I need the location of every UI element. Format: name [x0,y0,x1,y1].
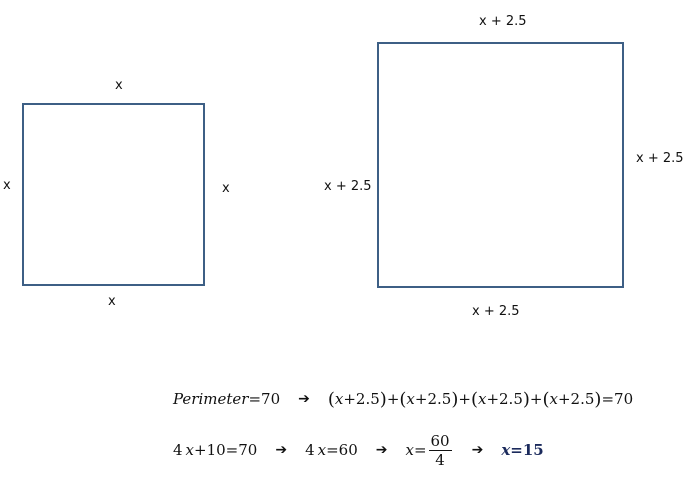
coef-4: 4 [305,441,315,459]
arrow-icon: ➔ [375,442,388,458]
var-x: x [317,441,327,459]
arrow-icon: ➔ [298,391,310,407]
close-paren: ) [522,388,530,410]
open-paren: ( [470,388,478,410]
step2-rest: =60 [326,441,358,459]
perimeter-equals: =70 [248,390,281,408]
equation-line-1 [173,388,633,410]
close-paren: ) [379,388,387,410]
small-square-top-label: x [115,78,123,93]
open-paren: ( [399,388,407,410]
term-var: x [334,390,344,408]
term-add: +2.5 [486,390,523,408]
large-square-left-label: x + 2.5 [324,179,372,194]
term-add: +2.5 [557,390,595,408]
step3-equals: = [413,441,427,459]
sum-result: =70 [601,390,634,408]
equation-line-2 [173,430,544,470]
step1-rest: +10=70 [194,441,258,459]
answer-var: x [501,441,511,459]
term-var: x [477,390,487,408]
plus-sign: + [386,390,400,408]
var-x: x [185,441,195,459]
open-paren: ( [542,388,550,410]
term-add: +2.5 [414,390,452,408]
coef-4: 4 [173,441,183,459]
arrow-icon: ➔ [471,442,484,458]
fraction-denominator: 4 [435,450,445,469]
small-square-right-label: x [222,181,230,196]
var-x: x [405,441,414,459]
answer-value: =15 [510,441,544,459]
perimeter-word: Perimeter [173,390,249,408]
term-add: +2.5 [343,390,380,408]
large-square-top-label: x + 2.5 [479,14,527,29]
final-answer [501,441,543,459]
close-paren: ) [594,388,602,410]
term-var: x [549,390,558,408]
small-square-left-label: x [3,178,11,193]
fraction-numerator: 60 [430,431,450,450]
plus-sign: + [458,390,471,408]
fraction [429,432,452,469]
large-square-bottom-label: x + 2.5 [472,304,520,319]
term-var: x [406,390,415,408]
open-paren: ( [327,388,335,410]
small-square-bottom-label: x [108,294,116,309]
large-square-right-label: x + 2.5 [636,151,684,166]
small-square [22,103,205,286]
arrow-icon: ➔ [275,442,288,458]
close-paren: ) [451,388,459,410]
large-square [377,42,624,288]
plus-sign: + [529,390,543,408]
